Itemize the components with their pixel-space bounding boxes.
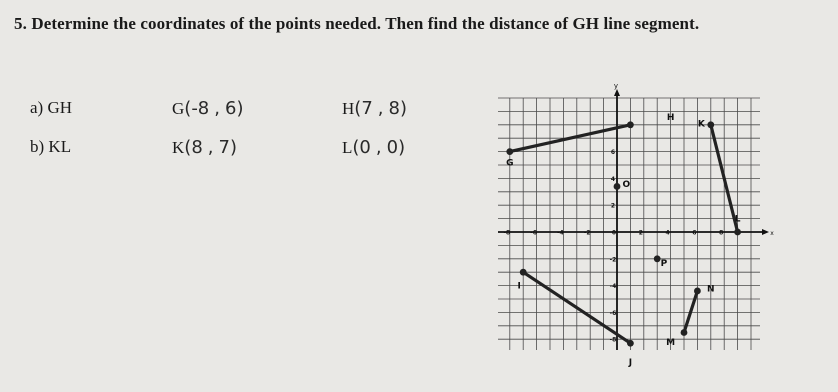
paren-close: ): [236, 98, 244, 119]
axes: [498, 89, 769, 350]
paren-close: ): [399, 98, 407, 119]
point-g: [707, 121, 714, 128]
y-tick-label: -2: [609, 256, 617, 264]
x-tick-label: 0: [611, 229, 617, 237]
y-axis-label: y: [613, 82, 619, 90]
point-k: [627, 121, 634, 128]
point-name: L: [342, 138, 353, 157]
handwritten-x: 0: [359, 137, 371, 158]
x-tick-label: -6: [530, 229, 537, 237]
segment-nm: [684, 291, 697, 333]
x-tick-label: -4: [557, 229, 564, 237]
paren-open: (: [354, 98, 362, 119]
point-name: G: [172, 99, 185, 118]
point-o: [734, 229, 741, 236]
x-tick-label: 8: [719, 229, 724, 237]
row-label: b) KL: [30, 137, 72, 156]
handwritten-x: 7: [361, 98, 373, 119]
comma: ,: [214, 98, 220, 119]
y-tick-label: 4: [610, 175, 616, 183]
x-tick-label: 6: [692, 229, 697, 237]
point-label-p: P: [660, 258, 668, 269]
point-h: [506, 148, 513, 155]
comma: ,: [377, 98, 384, 119]
point-label-l: L: [734, 214, 741, 225]
y-tick-label: 6: [610, 149, 616, 157]
x-axis-label: x: [770, 230, 774, 237]
handwritten-y: 0: [386, 137, 399, 158]
handwritten-y: 8: [388, 98, 400, 119]
point-label-i: I: [517, 281, 521, 292]
x-axis-arrow: [762, 229, 769, 235]
point-name: H: [342, 99, 355, 118]
y-axis-arrow: [614, 89, 620, 96]
point-j: [627, 340, 634, 347]
point-label-n: N: [707, 284, 715, 295]
x-tick-label: -8: [503, 229, 511, 237]
x-tick-label: 2: [638, 229, 643, 237]
paren-open: (: [184, 137, 192, 158]
point-label-h: H: [666, 112, 675, 123]
question-text: Determine the coordinates of the points needed. Then find the distance of GH line segment.: [31, 14, 700, 33]
point-m: [681, 329, 688, 336]
handwritten-y: 6: [225, 98, 237, 119]
handwritten-y: 7: [218, 137, 230, 158]
y-tick-label: -4: [609, 283, 617, 291]
point-label-o: O: [622, 179, 631, 190]
point-l: [614, 183, 621, 190]
row-label: a) GH: [30, 98, 73, 117]
handwritten-x: 8: [191, 137, 203, 158]
point-label-j: J: [628, 357, 633, 368]
y-tick-label: -6: [609, 309, 617, 317]
handwritten-x: -8: [191, 98, 210, 119]
x-tick-label: -2: [583, 229, 591, 237]
grid-lines: [498, 98, 760, 350]
point-n: [694, 288, 701, 295]
comma: ,: [375, 137, 382, 158]
question-number: 5.: [14, 14, 27, 33]
paren-open: (: [352, 137, 360, 158]
x-tick-label: 4: [665, 229, 670, 237]
paren-open: (: [184, 98, 192, 119]
point-name: K: [172, 138, 185, 157]
y-tick-label: -8: [609, 336, 617, 344]
point-i: [520, 269, 527, 276]
point-p: [654, 255, 661, 262]
line-segments: [506, 121, 741, 346]
paren-close: ): [229, 137, 237, 158]
point-label-g: G: [506, 158, 514, 169]
point-label-m: M: [666, 337, 676, 348]
paren-close: ): [398, 137, 406, 158]
y-tick-label: 2: [610, 202, 616, 210]
comma: ,: [207, 137, 214, 158]
point-label-k: K: [697, 119, 705, 130]
